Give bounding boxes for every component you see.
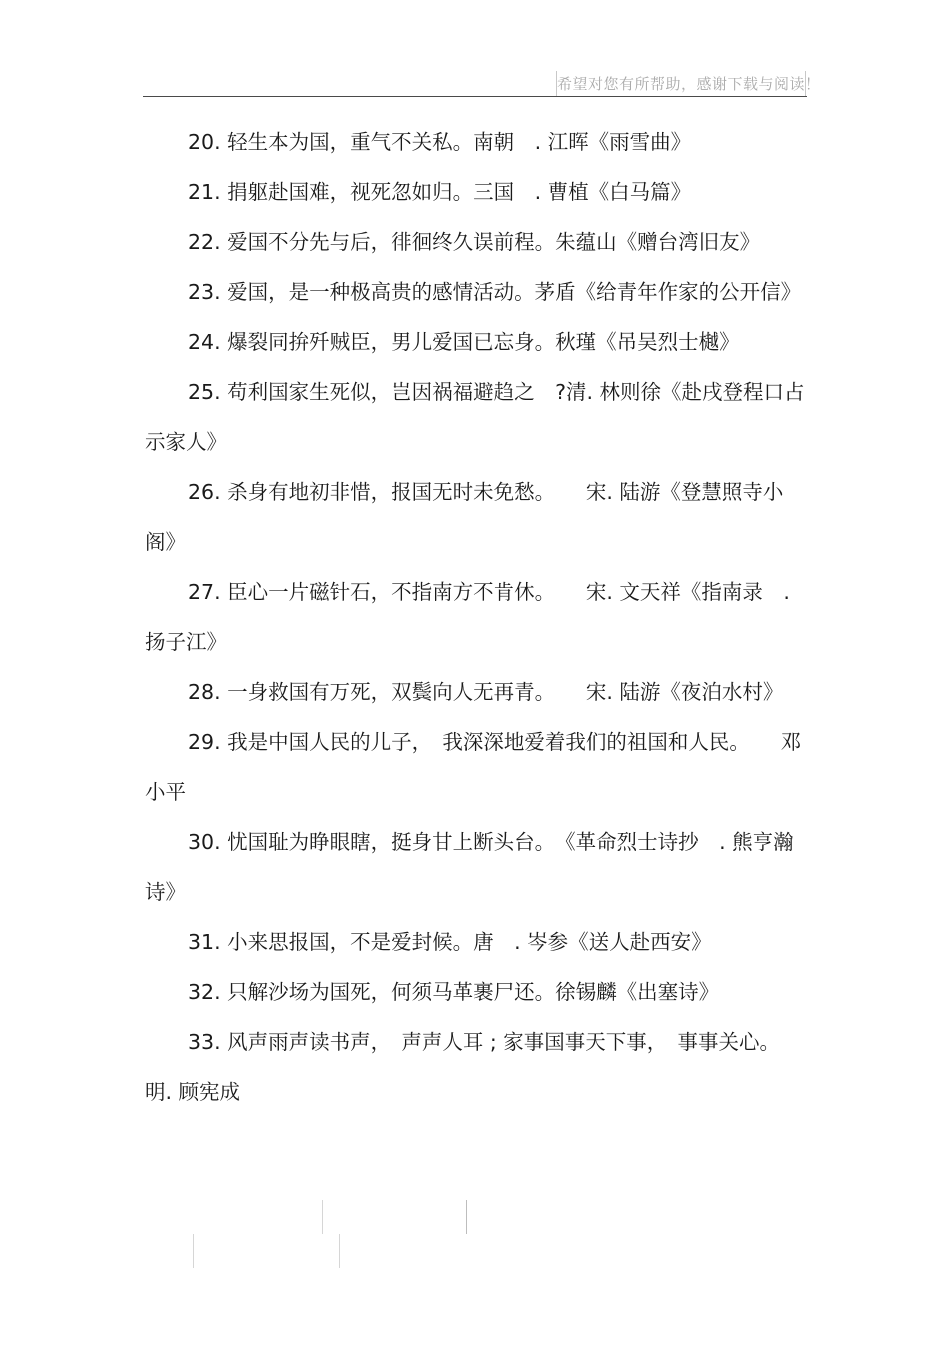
quote-entry-21: 21. 捐躯赴国难，视死忽如归。三国 . 曹植《白马篇》 — [188, 180, 692, 204]
quote-entry-31: 31. 小来思报国，不是爱封候。唐 . 岑参《送人赴西安》 — [188, 930, 712, 954]
quote-entry-33: 33. 风声雨声读书声， 声声人耳 ; 家事国事天下事， 事事关心。明. 顾宪成 — [145, 1030, 781, 1104]
quote-entry-25: 25. 苟利国家生死似，岂因祸福避趋之 ?清. 林则徐《赴戌登程口占示家人》 — [145, 380, 805, 454]
quote-entry-28: 28. 一身救国有万死，双鬓向人无再青。 宋. 陆游《夜泊水村》 — [188, 680, 784, 704]
quote-entry-27: 27. 臣心一片磁针石，不指南方不肯休。 宋. 文天祥《指南录 . 扬子江》 — [145, 580, 797, 654]
quote-entry-30: 30. 忧国耻为睁眼瞎，挺身甘上断头台。 《革命烈士诗抄 . 熊亨瀚诗》 — [145, 830, 794, 904]
quote-entry-32: 32. 只解沙场为国死，何须马革裹尸还。徐锡麟《出塞诗》 — [188, 980, 720, 1004]
scan-artifact-line — [339, 1234, 340, 1268]
quote-entry-24: 24. 爆裂同拚歼贼臣，男儿爱国已忘身。秋瑾《吊吴烈士樾》 — [188, 330, 740, 354]
scan-artifact-line — [466, 1200, 467, 1234]
quote-entry-20: 20. 轻生本为国，重气不关私。南朝 . 江晖《雨雪曲》 — [188, 130, 692, 154]
scan-artifact-line — [193, 1234, 194, 1268]
quote-entry-23: 23. 爱国，是一种极高贵的感情活动。茅盾《给青年作家的公开信》 — [188, 280, 802, 304]
quote-entry-26: 26. 杀身有地初非惜，报国无时未免愁。 宋. 陆游《登慧照寺小阁》 — [145, 480, 784, 554]
header-rule — [143, 96, 807, 97]
scan-artifact-line — [322, 1200, 323, 1234]
quote-entry-29: 29. 我是中国人民的儿子， 我深深地爱着我们的祖国和人民。 邓小平 — [145, 730, 802, 804]
header-note: 希望对您有所帮助，感谢下载与阅读！ — [556, 71, 806, 97]
quote-entry-22: 22. 爱国不分先与后，徘徊终久误前程。朱蕴山《赠台湾旧友》 — [188, 230, 761, 254]
quote-list — [145, 117, 807, 1117]
